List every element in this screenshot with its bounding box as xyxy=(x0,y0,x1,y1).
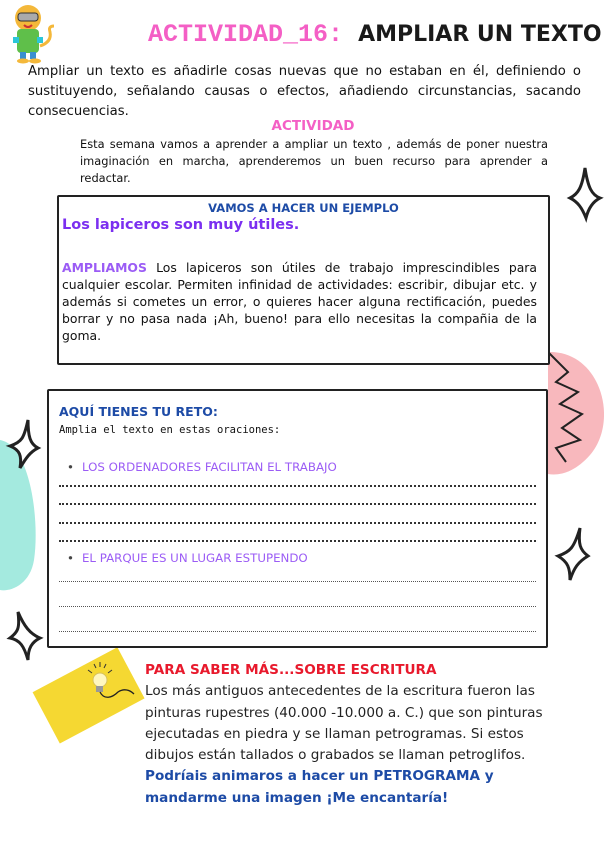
expanded-text: Los lapiceros son útiles de trabajo imprescindibles para cualquier escolar. Permiten infinidad de actividades: escribir, dibujar etc. y además si cometes un error, o quieres hacer alguna rectificación, puedes borrar y no pasa nada ¡Ah, bueno! para ello necesitas la compañia de la goma. xyxy=(62,260,537,343)
sparkle-icon xyxy=(558,528,588,580)
challenge-item: • LOS ORDENADORES FACILITAN EL TRABAJO xyxy=(67,460,337,474)
teal-blob xyxy=(0,440,36,590)
challenge-instruction: Amplia el texto en estas oraciones: xyxy=(59,424,281,436)
example-heading: VAMOS A HACER UN EJEMPLO xyxy=(208,201,399,215)
more-info-section xyxy=(145,660,565,809)
answer-line[interactable] xyxy=(59,522,536,524)
example-expanded-text xyxy=(62,259,537,344)
activity-text: Esta semana vamos a aprender a ampliar un texto , además de poner nuestra imaginación en marcha, aprenderemos un buen recurso para aprender a redactar. xyxy=(80,137,548,185)
challenge-item: • EL PARQUE ES UN LUGAR ESTUPENDO xyxy=(67,551,308,565)
page-title xyxy=(148,20,602,49)
answer-line[interactable] xyxy=(59,485,536,487)
scientist-mascot xyxy=(4,4,58,64)
title-topic: AMPLIAR UN TEXTO xyxy=(358,22,602,47)
challenge-heading: AQUÍ TIENES TU RETO: xyxy=(59,404,218,419)
more-info-heading: PARA SABER MÁS...SOBRE ESCRITURA xyxy=(145,662,437,678)
answer-line[interactable] xyxy=(59,540,536,542)
intro-paragraph: Ampliar un texto es añadirle cosas nuevas que no estaban en él, definiendo o sustituyendo, señalando causas o efectos, añadiendo circunstancias, sacando consecuencias. xyxy=(28,64,581,119)
example-box xyxy=(57,195,550,365)
more-info-text: Los más antiguos antecedentes de la escritura fueron las pinturas rupestres (40.000 -10.000 a. C.) que son pinturas ejecutadas en piedra y se llaman petrogramas. Si estos dibujos están tallados o grabados se llaman petroglifos. xyxy=(145,683,543,764)
ampliamos-label: AMPLIAMOS xyxy=(62,260,147,275)
sparkle-icon xyxy=(570,168,600,218)
more-info-cta: Podríais animaros a hacer un PETROGRAMA y mandarme una imagen ¡Me encantaría! xyxy=(145,768,494,806)
activity-heading: ACTIVIDAD xyxy=(271,118,355,134)
answer-line[interactable] xyxy=(59,606,536,607)
title-activity-number: ACTIVIDAD_16: xyxy=(148,20,344,49)
answer-line[interactable] xyxy=(59,631,536,632)
answer-line[interactable] xyxy=(59,503,536,505)
challenge-box xyxy=(47,389,548,648)
answer-line[interactable] xyxy=(59,581,536,582)
sticky-note xyxy=(33,647,145,743)
pink-blob xyxy=(548,352,604,475)
sparkle-icon xyxy=(10,612,40,660)
example-sentence: Los lapiceros son muy útiles. xyxy=(62,217,300,233)
